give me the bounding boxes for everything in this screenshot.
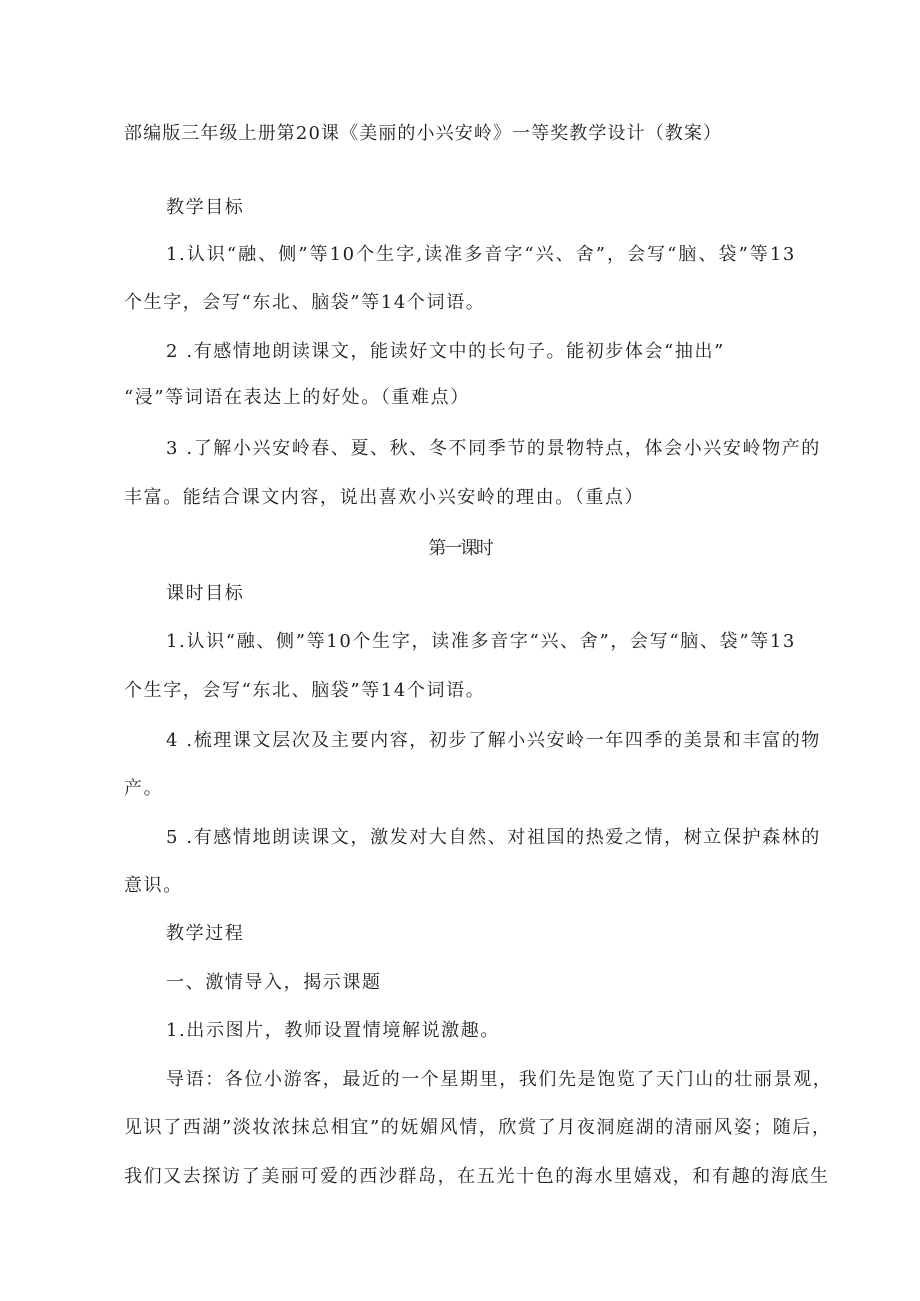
document-title: 部编版三年级上册第20课《美丽的小兴安岭》一等奖教学设计（教案） (124, 123, 723, 144)
lesson-goal-5-line-1: 5 .有感情地朗读课文，激发对大自然、对祖国的热爱之情，树立保护森林的 (166, 827, 821, 848)
lesson-goal-1-line-2: 个生字，会写“东北、脑袋”等14个词语。 (124, 680, 486, 701)
goal-2-line-1: 2 .有感情地朗读课文，能读好文中的长句子。能初步体会“抽出” (166, 341, 725, 362)
teaching-process-heading: 教学过程 (166, 923, 245, 944)
goal-3-line-2: 丰富。能结合课文内容，说出喜欢小兴安岭的理由。（重点） (124, 487, 645, 508)
lesson-goal-1-line-1: 1.认识“融、侧”等10个生字，读准多音字“兴、舍”，会写“脑、袋”等13 (166, 631, 796, 652)
step-one: 1.出示图片，教师设置情境解说激趣。 (166, 1020, 500, 1041)
goal-1-line-2: 个生字，会写“东北、脑袋”等14个词语。 (124, 292, 486, 313)
intro-line-3: 我们又去探访了美丽可爱的西沙群岛，在五光十色的海水里嬉戏，和有趣的海底生 (124, 1166, 830, 1187)
section-one-heading: 一、激情导入，揭示课题 (166, 972, 382, 993)
lesson-goal-4-line-2: 产。 (124, 778, 164, 799)
teaching-goals-heading: 教学目标 (166, 197, 245, 218)
intro-line-2: 见识了西湖”淡妆浓抹总相宜”的妩媚风情，欣赏了月夜洞庭湖的清丽风姿；随后， (124, 1117, 832, 1138)
lesson-one-heading: 第一课时 (428, 538, 492, 559)
goal-1-line-1: 1.认识“融、侧”等10个生字,读准多音字“兴、舍”，会写“脑、袋”等13 (166, 244, 796, 265)
goal-3-line-1: 3 .了解小兴安岭春、夏、秋、冬不同季节的景物特点，体会小兴安岭物产的 (166, 438, 821, 459)
intro-line-1: 导语：各位小游客，最近的一个星期里，我们先是饱览了天门山的壮丽景观， (166, 1069, 833, 1090)
lesson-goal-5-line-2: 意识。 (124, 875, 183, 896)
lesson-goal-4-line-1: 4 .梳理课文层次及主要内容，初步了解小兴安岭一年四季的美景和丰富的物 (166, 730, 821, 751)
lesson-goals-heading: 课时目标 (166, 583, 245, 604)
goal-2-line-2: “浸”等词语在表达上的好处。（重难点） (124, 387, 470, 408)
